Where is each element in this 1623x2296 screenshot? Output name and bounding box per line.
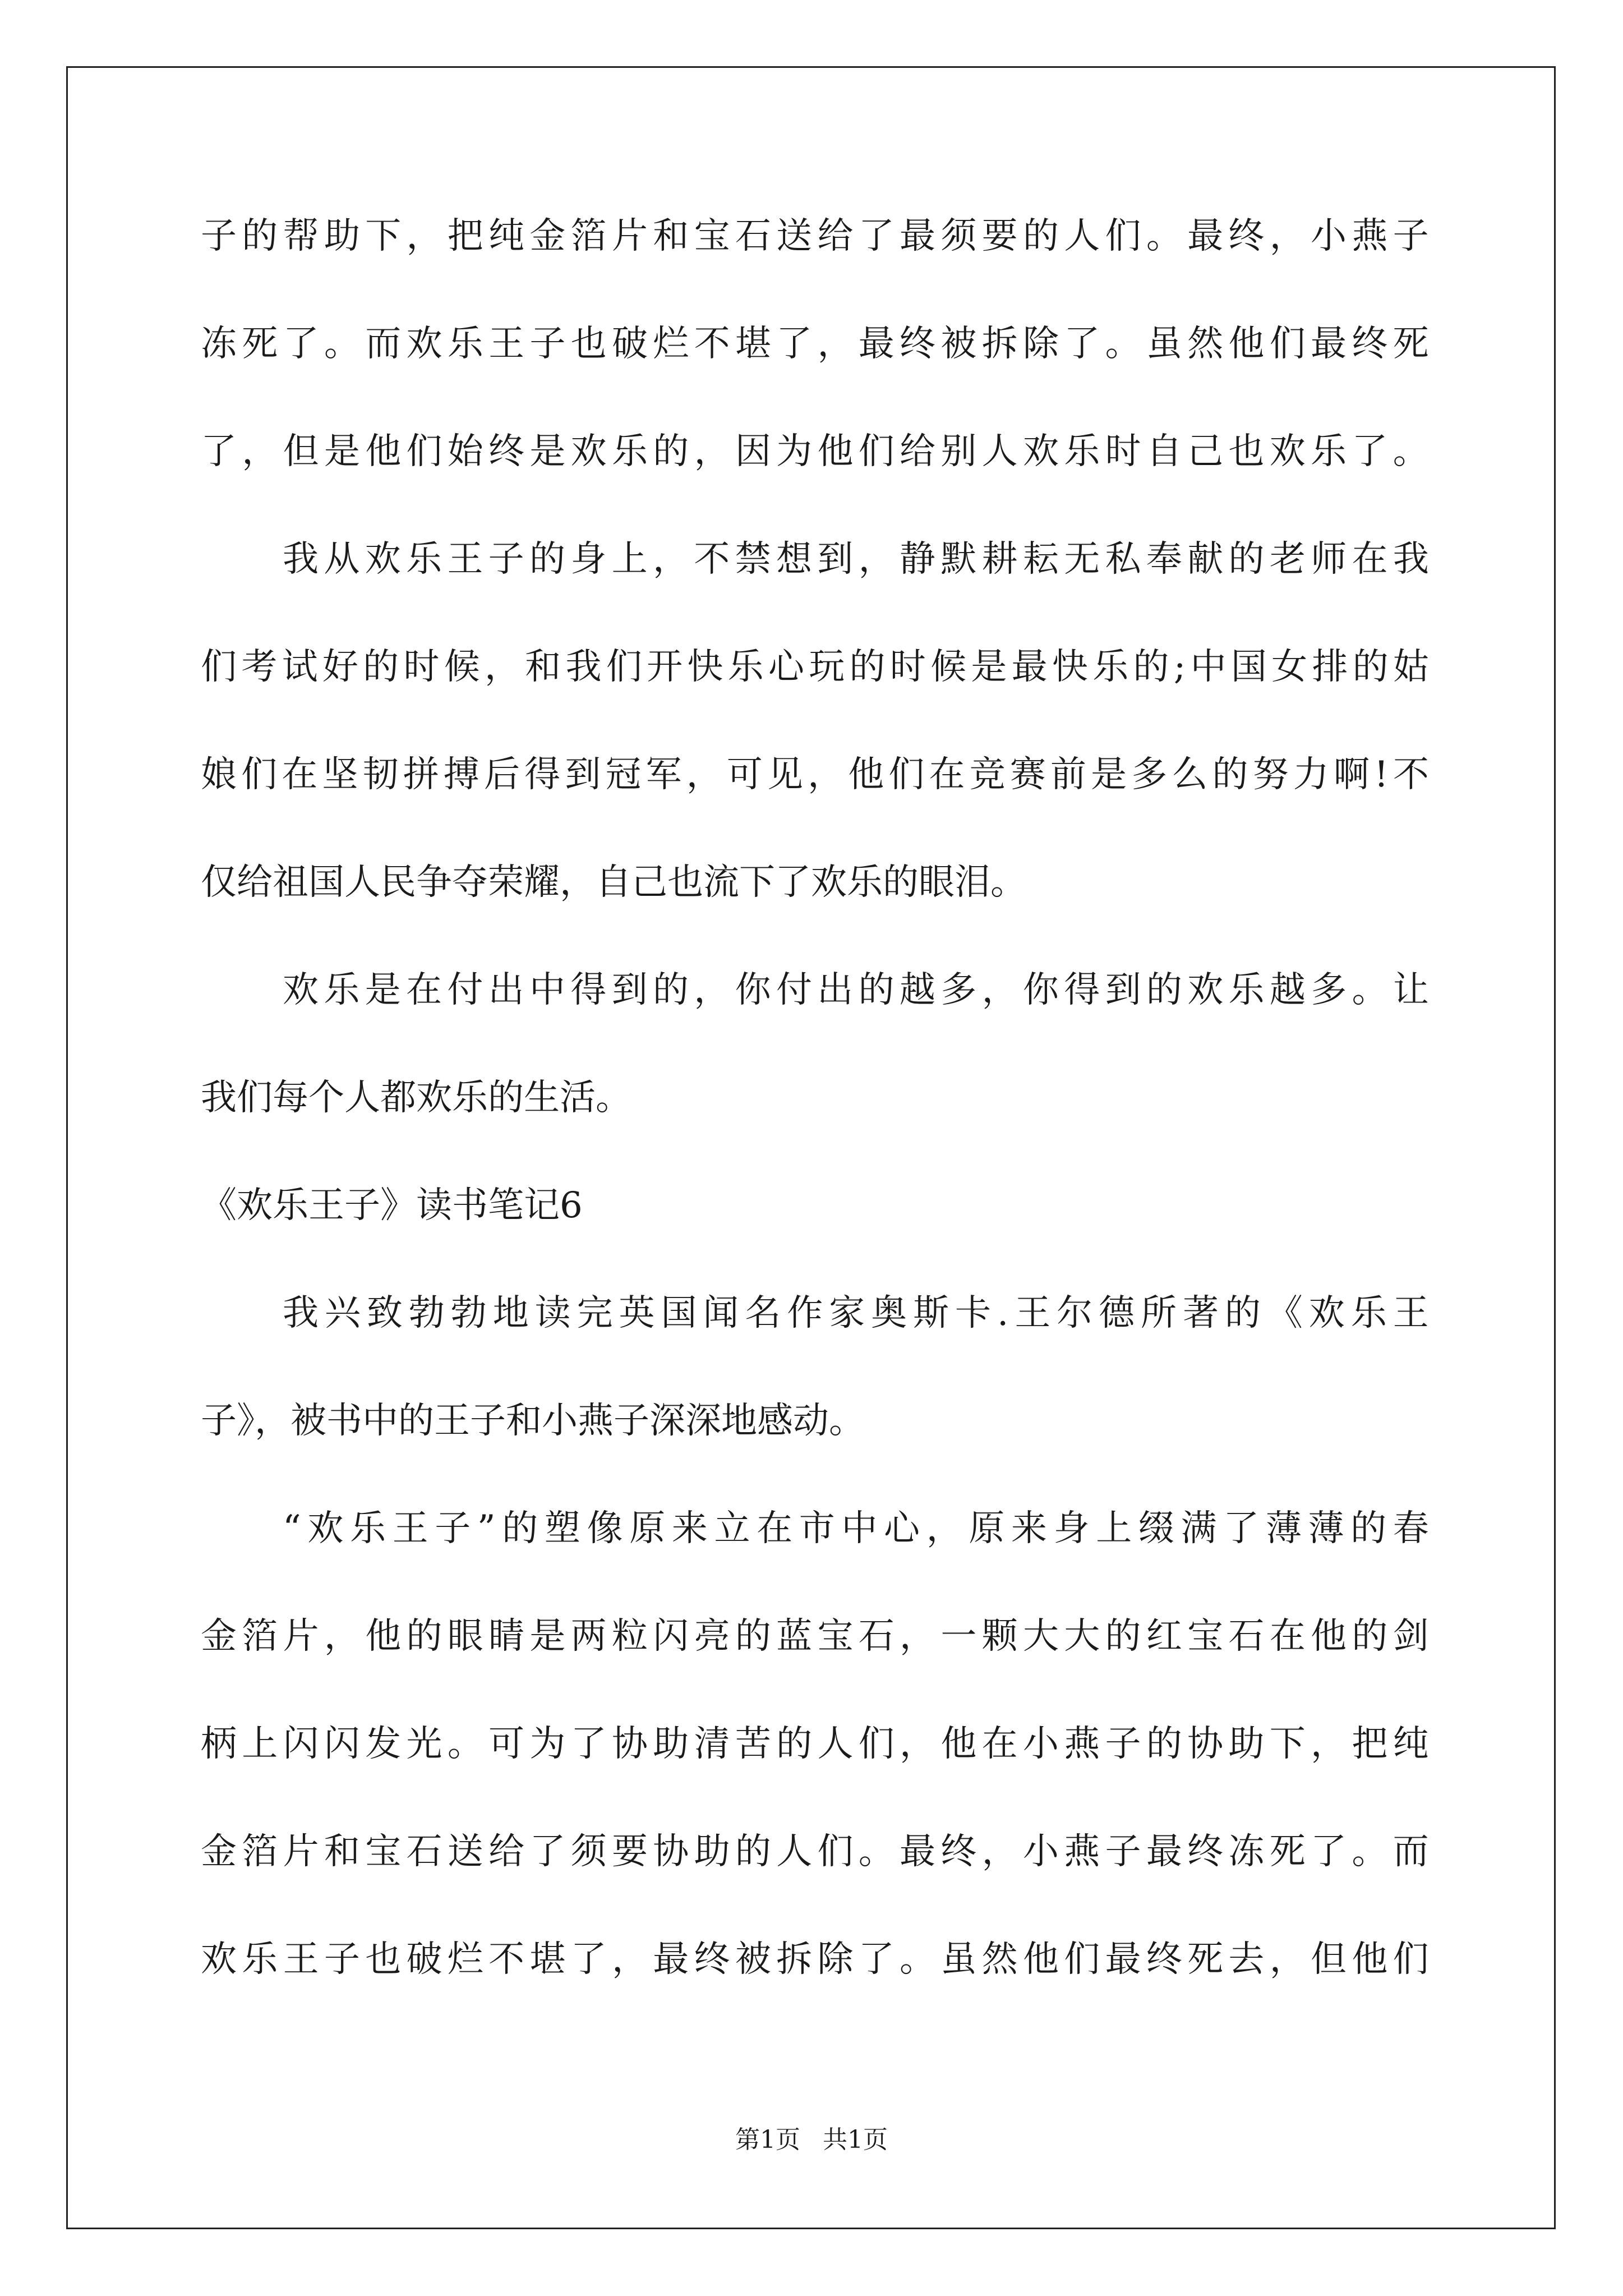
section-heading: 《欢乐王子》读书笔记6 xyxy=(201,1185,583,1226)
text-line: 柄 上 闪 闪 发 光 。 可 为 了 协 助 清 苦 的 人 们 ， 他 在 小 燕 子 的 协 助 下 ， 把 纯 xyxy=(201,1724,1429,1765)
text-line: “ 欢 乐 王 子 ” 的 塑 像 原 来 立 在 市 中 心 ， 原 来 身 上 缀 满 了 薄 薄 的 春 xyxy=(283,1508,1429,1549)
page-total: 共1页 xyxy=(823,2125,888,2154)
page-number: 第1页 xyxy=(735,2125,800,2154)
text-line: 了 ， 但 是 他 们 始 终 是 欢 乐 的 ， 因 为 他 们 给 别 人 欢 乐 时 自 己 也 欢 乐 了 。 xyxy=(201,431,1429,472)
text-line: 我们每个人都欢乐的生活。 xyxy=(201,1078,631,1119)
text-line: 我 从 欢 乐 王 子 的 身 上 ， 不 禁 想 到 ， 静 默 耕 耘 无 私 奉 献 的 老 师 在 我 xyxy=(283,539,1429,580)
text-line: 冻 死 了 。 而 欢 乐 王 子 也 破 烂 不 堪 了 ， 最 终 被 拆 除 了 。 虽 然 他 们 最 终 死 xyxy=(201,324,1429,365)
text-line: 我 兴 致 勃 勃 地 读 完 英 国 闻 名 作 家 奥 斯 卡 . 王 尔 德 所 著 的 《 欢 乐 王 xyxy=(283,1293,1429,1334)
document-body xyxy=(201,216,1429,2047)
text-line: 欢 乐 王 子 也 破 烂 不 堪 了 ， 最 终 被 拆 除 了 。 虽 然 他 们 最 终 死 去 ， 但 他 们 xyxy=(201,1939,1429,1980)
text-line: 们 考 试 好 的 时 候 ， 和 我 们 开 快 乐 心 玩 的 时 候 是 最 快 乐 的 ; 中 国 女 排 的 姑 xyxy=(201,647,1429,688)
text-line: 子》，被书中的王子和小燕子深深地感动。 xyxy=(201,1401,865,1442)
text-line: 子 的 帮 助 下 ， 把 纯 金 箔 片 和 宝 石 送 给 了 最 须 要 的 人 们 。 最 终 ， 小 燕 子 xyxy=(201,216,1429,257)
page-footer xyxy=(0,2126,1623,2154)
text-line: 仅给祖国人民争夺荣耀，自己也流下了欢乐的眼泪。 xyxy=(201,862,1026,903)
text-line: 娘 们 在 坚 韧 拼 搏 后 得 到 冠 军 ， 可 见 ， 他 们 在 竞 赛 前 是 多 么 的 努 力 啊 ! 不 xyxy=(201,754,1429,795)
text-line: 金 箔 片 和 宝 石 送 给 了 须 要 协 助 的 人 们 。 最 终 ， 小 燕 子 最 终 冻 死 了 。 而 xyxy=(201,1832,1429,1872)
text-line: 欢 乐 是 在 付 出 中 得 到 的 ， 你 付 出 的 越 多 ， 你 得 到 的 欢 乐 越 多 。 让 xyxy=(283,970,1429,1011)
text-line: 金 箔 片 ， 他 的 眼 睛 是 两 粒 闪 亮 的 蓝 宝 石 ， 一 颗 大 大 的 红 宝 石 在 他 的 剑 xyxy=(201,1616,1429,1657)
